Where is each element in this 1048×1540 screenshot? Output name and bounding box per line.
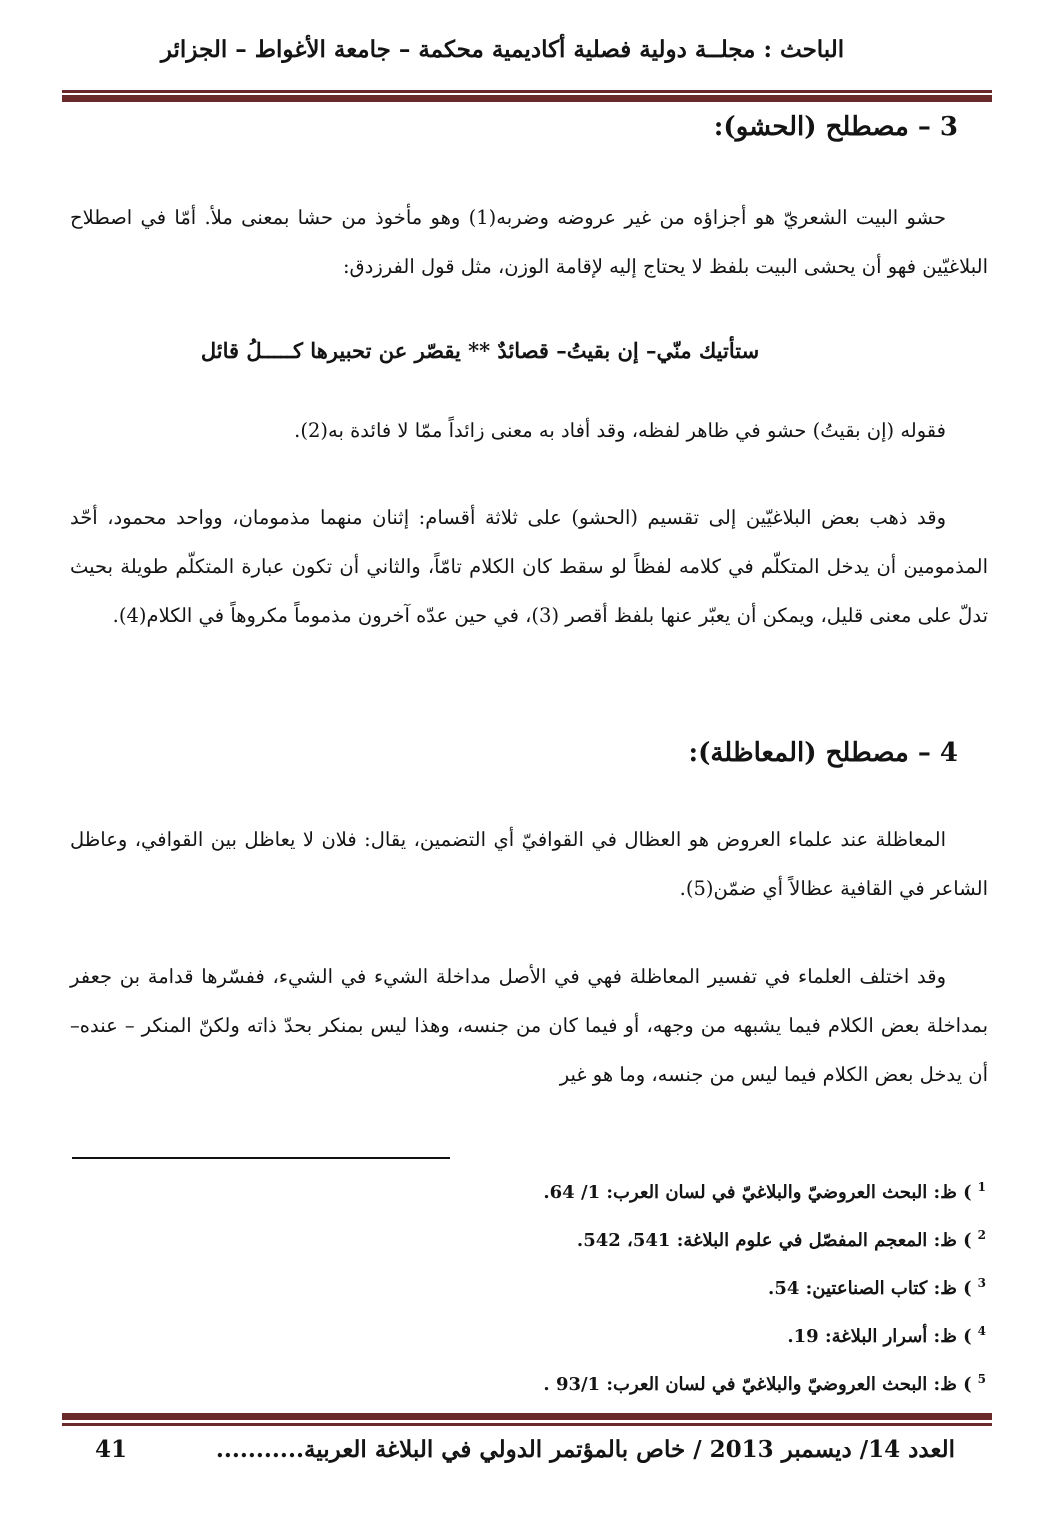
paragraph-text: وقد اختلف العلماء في تفسير المعاظلة فهي في الأصل مداخلة الشيء في الشيء، ففسّرها قدامة بن جعفر بمداخلة بعض الكلام فيما يشبهه من وجهه، أو فيما كان من جنسه، وهذا ليس بمنكر بحدّ ذاته ولكنّ المنكر – عنده– أن يدخل بعض الكلام فيما ليس من جنسه، وما هو غير xyxy=(70,965,988,1086)
page-number: 41 xyxy=(95,1436,128,1463)
footnote-text: ) ظ: البحث العروضيّ والبلاغيّ في لسان العرب: 93/1 . xyxy=(543,1374,972,1395)
footnote-text: ) ظ: كتاب الصناعتين: 54. xyxy=(768,1278,972,1299)
journal-header: الباحث : مجلــة دولية فصلية أكاديمية محكمة – جامعة الأغواط – الجزائر xyxy=(160,36,845,63)
footer-rule-thick xyxy=(62,1413,992,1420)
paragraph-text: المعاظلة عند علماء العروض هو العظال في القوافيّ أي التضمين، يقال: فلان لا يعاظل بين القوافي، وعاظل الشاعر في القافية عظالاً أي ضمّن(5). xyxy=(70,828,988,900)
paragraph-text: وقد ذهب بعض البلاغيّين إلى تقسيم (الحشو) على ثلاثة أقسام: إثنان منهما مذمومان، وواحد محمود، أحّد المذمومين أن يدخل المتكلّم في كلامه لفظاً لو سقط كان الكلام تامّاً، والثاني أن تكون عبارة المتكلّم طويلة بحيث تدلّ على معنى قليل، ويمكن أن يعبّر عنها بلفظ أقصر (3)، في حين عدّه آخرون مذموماً مكروهاً في الكلام(4). xyxy=(70,506,988,627)
section-3-paragraph-2 xyxy=(70,406,988,455)
section-4-paragraph-2 xyxy=(70,952,988,1099)
footnote-3 xyxy=(346,1276,986,1299)
paragraph-text: حشو البيت الشعريّ هو أجزاؤه من غير عروضه وضربه(1) وهو مأخوذ من حشا بمعنى ملأ. أمّا في اصطلاح البلاغيّين فهو أن يحشى البيت بلفظ لا يحتاج إليه لإقامة الوزن، مثل قول الفرزدق: xyxy=(70,206,988,278)
section-3-paragraph-3 xyxy=(70,493,988,640)
footnote-number: 3 xyxy=(977,1276,986,1290)
footnote-text: ) ظ: البحث العروضيّ والبلاغيّ في لسان العرب: 1/ 64. xyxy=(543,1182,972,1203)
header-rule-thick xyxy=(62,95,992,102)
section-4-heading: 4 – مصطلح (المعاظلة): xyxy=(688,738,958,768)
footer-rule-thin xyxy=(62,1423,992,1426)
footnote-2 xyxy=(346,1228,986,1251)
footnote-number: 5 xyxy=(977,1372,986,1386)
footnote-4 xyxy=(346,1324,986,1347)
footnote-separator xyxy=(72,1157,450,1159)
footer-issue-info: العدد 14/ ديسمبر 2013 / خاص بالمؤتمر الدولي في البلاغة العربية........... xyxy=(215,1436,955,1463)
footnote-5 xyxy=(346,1372,986,1395)
footnote-number: 2 xyxy=(977,1228,986,1242)
footnote-number: 1 xyxy=(977,1180,986,1194)
footnote-1 xyxy=(346,1180,986,1203)
footnote-text: ) ظ: أسرار البلاغة: 19. xyxy=(787,1326,972,1347)
section-3-paragraph-1 xyxy=(70,193,988,291)
header-rule-thin xyxy=(62,90,992,93)
paragraph-text: فقوله (إن بقيتُ) حشو في ظاهر لفظه، وقد أفاد به معنى زائداً ممّا لا فائدة به(2). xyxy=(294,419,946,442)
section-4-paragraph-1 xyxy=(70,815,988,913)
poetry-verse: ستأتيك منّي– إن بقيتُ– قصائدٌ ** يقصّر عن تحبيرها كـــــلُ قائل xyxy=(200,338,760,363)
footnote-text: ) ظ: المعجم المفصّل في علوم البلاغة: 541، 542. xyxy=(576,1230,972,1251)
journal-footer xyxy=(95,1436,955,1463)
footnote-number: 4 xyxy=(977,1324,986,1338)
section-3-heading: 3 – مصطلح (الحشو): xyxy=(713,112,958,142)
